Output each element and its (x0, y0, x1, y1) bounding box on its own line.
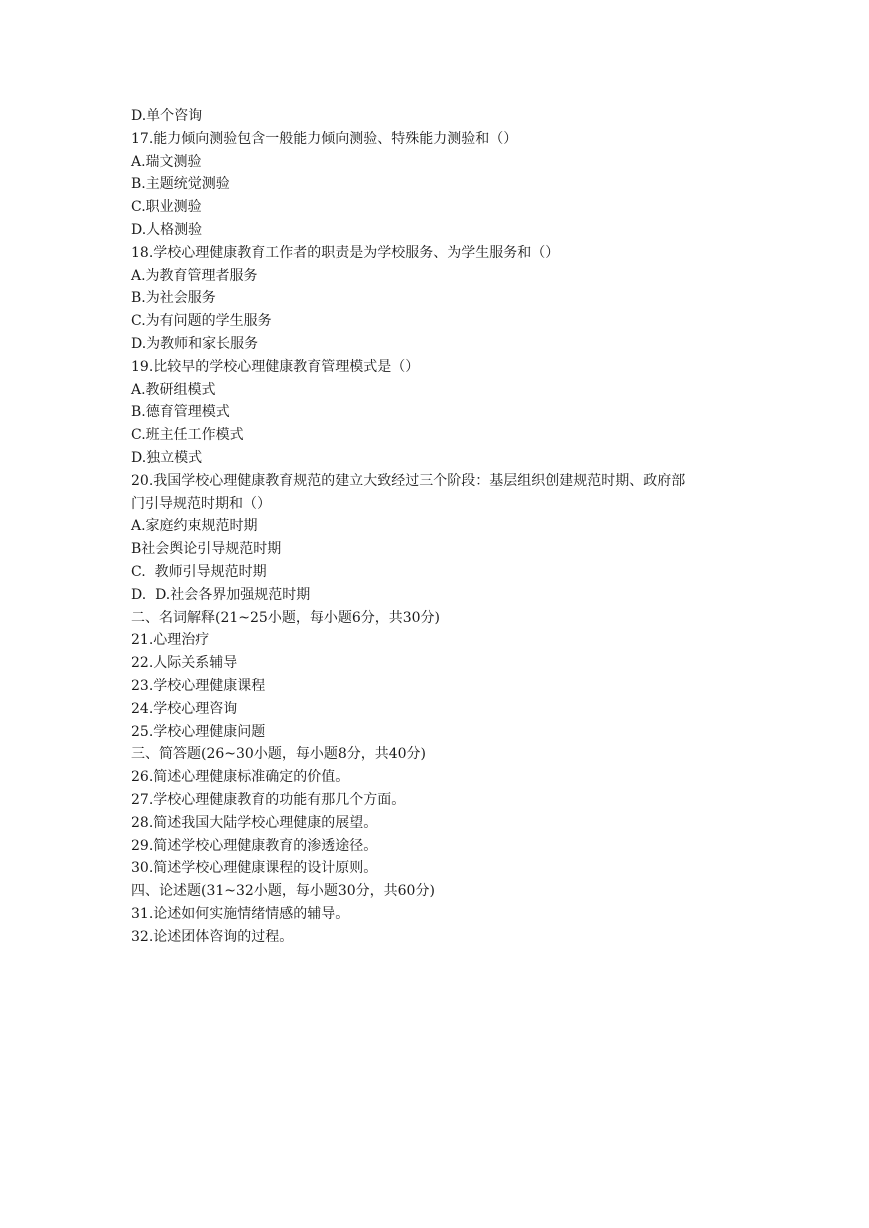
question-line: 23.学校心理健康课程 (131, 677, 266, 694)
question-line: 20.我国学校心理健康教育规范的建立大致经过三个阶段：基层组织创建规范时期、政府部 (131, 472, 686, 489)
question-line: 24.学校心理咨询 (131, 700, 238, 717)
question-line: 28.简述我国大陆学校心理健康的展望。 (131, 814, 378, 831)
option-line: D.独立模式 (131, 449, 203, 466)
section-heading: 三、简答题(26~30小题，每小题8分，共40分) (131, 746, 427, 763)
question-line: 18.学校心理健康教育工作者的职责是为学校服务、为学生服务和（） (131, 244, 560, 261)
option-line: D.人格测验 (131, 221, 203, 238)
option-line: D. D.社会各界加强规范时期 (131, 586, 311, 603)
option-line: D.为教师和家长服务 (131, 335, 259, 352)
option-line: B社会舆论引导规范时期 (131, 541, 282, 558)
option-line: B.德育管理模式 (131, 404, 230, 421)
option-line: A.为教育管理者服务 (131, 267, 258, 284)
question-line: 25.学校心理健康问题 (131, 723, 266, 740)
section-heading: 四、论述题(31~32小题，每小题30分，共60分) (131, 883, 435, 900)
question-line: 27.学校心理健康教育的功能有那几个方面。 (131, 791, 406, 808)
option-line: C. 教师引导规范时期 (131, 563, 267, 580)
question-line: 31.论述如何实施情绪情感的辅导。 (131, 905, 350, 922)
option-line: C.班主任工作模式 (131, 427, 244, 444)
question-line: 22.人际关系辅导 (131, 655, 238, 672)
question-line: 26.简述心理健康标准确定的价值。 (131, 769, 350, 786)
option-line: B.主题统觉测验 (131, 176, 230, 193)
question-line: 17.能力倾向测验包含一般能力倾向测验、特殊能力测验和（） (131, 130, 518, 147)
option-line: C.职业测验 (131, 199, 202, 216)
question-line: 32.论述团体咨询的过程。 (131, 928, 294, 945)
document-body (131, 105, 746, 948)
option-line: A.瑞文测验 (131, 153, 202, 170)
question-line: 19.比较早的学校心理健康教育管理模式是（） (131, 358, 420, 375)
question-line: 29.简述学校心理健康教育的渗透途径。 (131, 837, 378, 854)
option-line: B.为社会服务 (131, 290, 216, 307)
question-line-continued: 门引导规范时期和（） (131, 495, 271, 512)
option-line: A.家庭约束规范时期 (131, 518, 258, 535)
question-line: 30.简述学校心理健康课程的设计原则。 (131, 860, 378, 877)
option-line: A.教研组模式 (131, 381, 216, 398)
section-heading: 二、名词解释(21~25小题，每小题6分，共30分) (131, 609, 441, 626)
question-line: 21.心理治疗 (131, 632, 210, 649)
option-line: D.单个咨询 (131, 108, 203, 124)
option-line: C.为有问题的学生服务 (131, 313, 272, 330)
